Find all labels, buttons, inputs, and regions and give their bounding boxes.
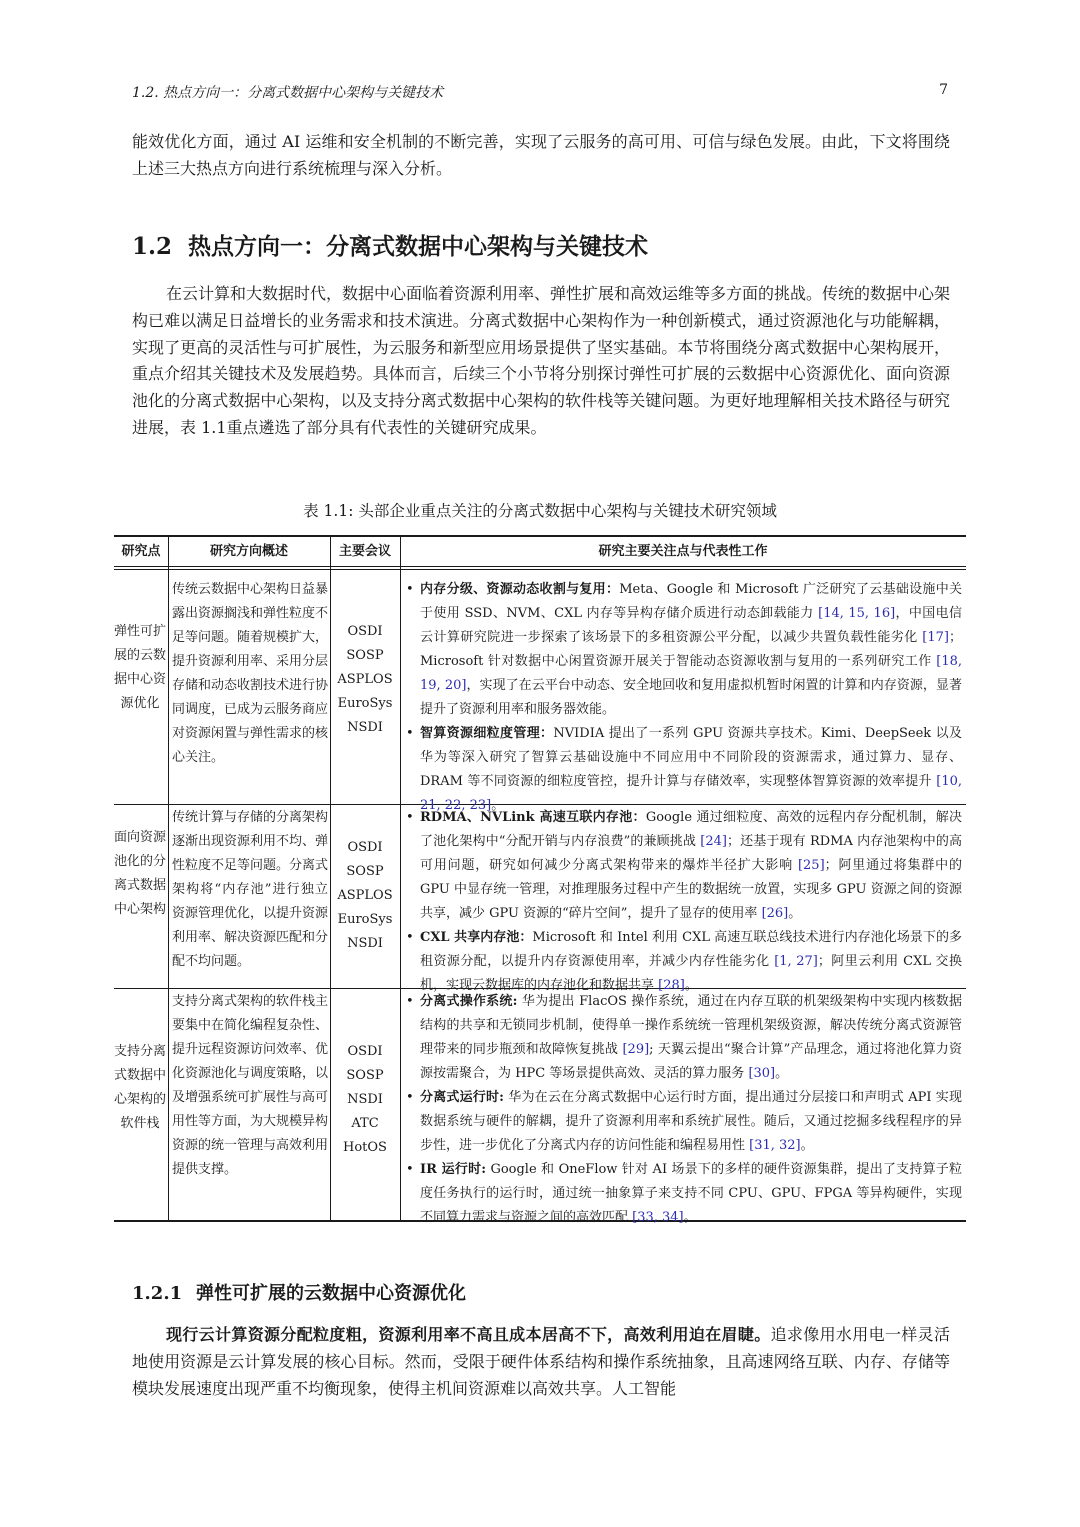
focus-item-text: Meta、Google 和 Microsoft 广泛研究了云基础设施中关于使用 SSD、NVM、CXL 内存等异构存储介质进行动态卸载能力 (420, 582, 962, 621)
conference: HotOS (343, 1140, 387, 1155)
table-cell-research-point: 面向资源池化的分离式数据中心架构 (114, 830, 167, 917)
citation-link[interactable]: [26] (761, 906, 789, 921)
focus-item (404, 1086, 962, 1158)
table-cell-focus-list (404, 990, 962, 1230)
citation-link[interactable]: [33, 34] (632, 1210, 684, 1225)
focus-item-text: Google 通过细粒度、高效的远程内存分配机制，解决了池化架构中“分配开销与内存浪费”的兼顾挑战 (420, 810, 963, 849)
focus-item-text: 。 (800, 1138, 814, 1153)
table-cell-research-point: 弹性可扩展的云数据中心资源优化 (114, 624, 167, 711)
subsection-heading (132, 1279, 466, 1305)
focus-item-heading: RDMA、NVLink 高速互联内存池： (420, 810, 646, 825)
table-cell-research-point: 支持分离式数据中心架构的软件栈 (114, 1044, 167, 1131)
focus-item-text: Microsoft 和 Intel 利用 CXL 高速互联总线技术进行内存池化场景下的多租资源分配，以提升内存资源使用率，并减少内存性能劣化 (420, 930, 962, 969)
focus-item-heading: 分离式运行时: (420, 1090, 504, 1105)
citation-link[interactable]: [25] (797, 858, 825, 873)
focus-item (404, 1158, 962, 1230)
table-header-rule (114, 566, 966, 567)
citation-link[interactable]: [31, 32] (749, 1138, 801, 1153)
focus-item-text: 。 (683, 1210, 697, 1225)
table-top-rule (114, 535, 966, 537)
focus-item-text: 。 (775, 1066, 789, 1081)
table-column-divider (400, 537, 401, 1220)
focus-item (404, 806, 962, 926)
table-cell-conferences (333, 836, 397, 956)
focus-item (404, 722, 962, 818)
focus-item-text: 华为提出 FlacOS 操作系统，通过在内存互联的机架级架构中实现内核数据结构的共享和无锁同步机制，使得单一操作系统统一管理机架级资源，解决传统分离式资源管理带来的同步瓶颈和故障恢复挑战 (420, 994, 962, 1057)
focus-item-text: ，中国电信云计算研究院进一步探索了该场景下的多租资源公平分配，以减少共置负载性能劣化 (420, 606, 962, 645)
focus-item-text: 。 (788, 906, 802, 921)
conference: ASPLOS (337, 672, 393, 687)
citation-link[interactable]: [28] (658, 978, 685, 993)
conference: NSDI (347, 1092, 383, 1107)
citation-link[interactable]: [10, 21, 22, 23] (420, 774, 962, 813)
conference: ATC (351, 1116, 379, 1131)
table-cell-overview: 传统计算与存储的分离架构逐渐出现资源利用不均、弹性粒度不足等问题。分离式架构将“内存池”进行独立资源管理优化，以提升资源利用率、解决资源匹配和分配不均问题。 (172, 810, 329, 969)
citation-link[interactable]: [14, 15, 16] (818, 606, 896, 621)
page-number: 7 (939, 82, 948, 98)
focus-item-heading: CXL 共享内存池： (420, 930, 533, 945)
focus-item-text: 。 (491, 798, 505, 813)
citation-link[interactable]: [18, 19, 20] (420, 654, 962, 693)
conference: EuroSys (337, 912, 393, 927)
focus-item (404, 926, 962, 998)
table-column-divider (330, 537, 331, 1220)
table-header-cell: 研究方向概述 (209, 544, 288, 559)
conference: NSDI (347, 936, 383, 951)
focus-item-text: NVIDIA 提出了一系列 GPU 资源共享技术。Kimi、DeepSeek 以及华为等深入研究了智算云基础设施中不同应用中不同阶段的资源需求，通过算力、显存、DRAM 等不同资源的细粒度管控，提升计算与存储效率，实现整体智算资源的效率提升 (420, 726, 962, 789)
focus-item-heading: 智算资源细粒度管理： (420, 726, 554, 741)
section-heading (132, 228, 648, 261)
citation-link[interactable]: [30] (748, 1066, 776, 1081)
focus-item-heading: IR 运行时: (420, 1162, 487, 1177)
focus-item-text: 华为在云在分离式数据中心运行时方面，提出通过分层接口和声明式 API 实现数据系统与硬件的解耦，提升了资源利用率和系统扩展性。随后，又通过挖掘多线程程序的异步性，进一步优化了分离式内存的访问性能和编程易用性 (420, 1090, 962, 1153)
focus-item-text: 。 (684, 978, 698, 993)
table-cell-overview: 支持分离式架构的软件栈主要集中在简化编程复杂性、提升远程资源访问效率、优化资源池化与调度策略，以及增强系统可扩展性与高可用性等方面，为大规模异构资源的统一管理与高效利用提供支撑。 (172, 994, 329, 1177)
running-header (132, 80, 948, 104)
conference: ASPLOS (337, 888, 393, 903)
table-header-rule-2 (114, 569, 966, 570)
focus-item-text: ；还基于现有 RDMA 内存池架构中的高可用问题，研究如何减少分离式架构带来的爆炸半径扩大影响 (420, 834, 962, 873)
table-header-cell: 主要会议 (338, 544, 391, 559)
focus-item (404, 578, 962, 722)
table-caption: 表 1.1: 头部企业重点关注的分离式数据中心架构与关键技术研究领域 (303, 502, 777, 520)
focus-item-text: ；阿里云利用 CXL 交换机，实现云数据库的内存池化和数据共享 (420, 954, 962, 993)
conference: SOSP (346, 648, 384, 663)
intro-paragraph: 能效优化方面，通过 AI 运维和安全机制的不断完善，实现了云服务的高可用、可信与绿色发展。由此，下文将围绕上述三大热点方向进行系统梳理与深入分析。 (132, 132, 950, 178)
conference: SOSP (346, 864, 384, 879)
focus-item-text: Google 和 OneFlow 针对 AI 场景下的多样的硬件资源集群，提出了支持算子粒度任务执行的运行时，通过统一抽象算子来支持不同 CPU、GPU、FPGA 等异构硬件，实现不同算力需求与资源之间的高效匹配 (420, 1162, 962, 1225)
section-title: 热点方向一：分离式数据中心架构与关键技术 (188, 233, 648, 260)
table-cell-focus-list (404, 806, 962, 998)
conference: SOSP (346, 1068, 384, 1083)
citation-link[interactable]: [17] (922, 630, 949, 645)
conference: OSDI (347, 840, 383, 855)
citation-link[interactable]: [1, 27] (774, 954, 818, 969)
subsection-title: 弹性可扩展的云数据中心资源优化 (196, 1283, 466, 1304)
conference: EuroSys (337, 696, 393, 711)
running-header-title: 1.2. 热点方向一：分离式数据中心架构与关键技术 (132, 85, 444, 101)
table-cell-overview: 传统云数据中心架构日益暴露出资源搁浅和弹性粒度不足等问题。随着规模扩大，提升资源利用率、采用分层存储和动态收割技术进行协同调度，已成为云服务商应对资源闲置与弹性需求的核心关注。 (172, 582, 329, 765)
table-cell-conferences (333, 1040, 397, 1160)
table-header-cell: 研究点 (121, 544, 161, 559)
subsection-paragraph (132, 1322, 950, 1402)
table-cell-conferences (333, 620, 397, 740)
focus-item (404, 990, 962, 1086)
paragraph-text: 追求像用水用电一样灵活地使用资源是云计算发展的核心目标。然而，受限于硬件体系结构和操作系统抽象，且高速网络互联、内存、存储等模块发展速度出现严重不均衡现象，使得主机间资源难以高效共享。人工智能 (132, 1325, 950, 1398)
conference: OSDI (347, 624, 383, 639)
section-number: 1.2 (132, 233, 173, 260)
table-cell-focus-list (404, 578, 962, 818)
focus-item-text: ；Microsoft 针对数据中心闲置资源开展关于智能动态资源收割与复用的一系列研究工作 (420, 630, 962, 669)
table-header-cell: 研究主要关注点与代表性工作 (598, 544, 768, 559)
table-column-divider (168, 537, 169, 1220)
focus-item-text: ；阿里通过将集群中的 GPU 中显存统一管理，对推理服务过程中产生的数据统一放置，实现多 GPU 资源之间的资源共享，减少 GPU 资源的“碎片空间”，提升了显存的使用率 (420, 858, 962, 921)
focus-item-heading: 分离式操作系统: (420, 994, 518, 1009)
focus-item-text: ，实现了在云平台中动态、安全地回收和复用虚拟机暂时闲置的计算和内存资源，显著提升了资源利用率和服务器效能。 (420, 678, 962, 717)
focus-item-text: ; 天翼云提出“聚合计算”产品理念，通过将池化算力资源按需聚合，为 HPC 等场景提供高效、灵活的算力服务 (420, 1042, 962, 1081)
focus-item-heading: 内存分级、资源动态收割与复用： (420, 582, 620, 597)
paragraph-lead: 现行云计算资源分配粒度粗，资源利用率不高且成本居高不下，高效利用迫在眉睫。 (166, 1325, 771, 1344)
citation-link[interactable]: [24] (700, 834, 727, 849)
subsection-number: 1.2.1 (132, 1283, 183, 1304)
citation-link[interactable]: [29] (622, 1042, 650, 1057)
conference: NSDI (347, 720, 383, 735)
main-paragraph: 在云计算和大数据时代，数据中心面临着资源利用率、弹性扩展和高效运维等多方面的挑战。传统的数据中心架构已难以满足日益增长的业务需求和技术演进。分离式数据中心架构作为一种创新模式，通过资源池化与功能解耦，实现了更高的灵活性与可扩展性，为云服务和新型应用场景提供了坚实基础。本节将围绕分离式数据中心架构展开，重点介绍其关键技术及发展趋势。具体而言，后续三个小节将分别探讨弹性可扩展的云数据中心资源优化、面向资源池化的分离式数据中心架构，以及支持分离式数据中心架构的软件栈等关键问题。为更好地理解相关技术路径与研究进展，表 1.1重点遴选了部分具有代表性的关键研究成果。 (132, 284, 951, 437)
conference: OSDI (347, 1044, 383, 1059)
